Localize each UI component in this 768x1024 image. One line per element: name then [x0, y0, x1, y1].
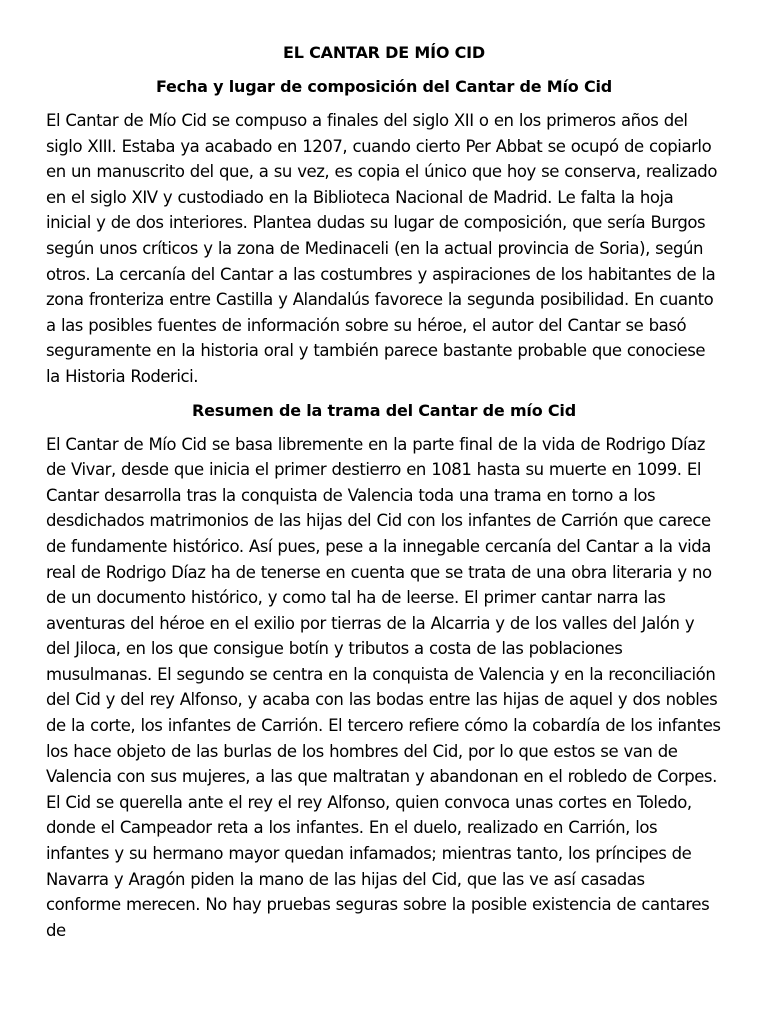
document-page: [46, 40, 722, 951]
document-title: EL CANTAR DE MÍO CID: [283, 43, 485, 62]
paragraph-resumen-trama: El Cantar de Mío Cid se basa libremente en la parte final de la vida de Rodrigo Díaz de Vivar, desde que inicia el primer destierro en 1081 hasta su muerte en 1099. El Cantar desarrolla tras la conquista de Valencia toda una trama en torno a los desdichados matrimonios de las hijas del Cid con los infantes de Carrión que carece de fundamente histórico. Así pues, pese a la innegable cercanía del Cantar a la vida real de Rodrigo Díaz ha de tenerse en cuenta que se trata de una obra literaria y no de un documento histórico, y como tal ha de leerse. El primer cantar narra las aventuras del héroe en el exilio por tierras de la Alcarria y de los valles del Jalón y del Jiloca, en los que consigue botín y tributos a costa de las poblaciones musulmanas. El segundo se centra en la conquista de Valencia y en la reconciliación del Cid y del rey Alfonso, y acaba con las bodas entre las hijas de aquel y dos nobles de la corte, los infantes de Carrión. El tercero refiere cómo la cobardía de los infantes los hace objeto de las burlas de los hombres del Cid, por lo que estos se van de Valencia con sus mujeres, a las que maltratan y abandonan en el robledo de Corpes. El Cid se querella ante el rey el rey Alfonso, quien convoca unas cortes en Toledo, donde el Campeador reta a los infantes. En el duelo, realizado en Carrión, los infantes y su hermano mayor quedan infamados; mientras tanto, los príncipes de Navarra y Aragón piden la mano de las hijas del Cid, que las ve así casadas conforme merecen. No hay pruebas seguras sobre la posible existencia de cantares de: [46, 434, 721, 940]
section-heading-fecha-lugar: Fecha y lugar de composición del Cantar de Mío Cid: [155, 77, 613, 96]
paragraph-fecha-lugar: El Cantar de Mío Cid se compuso a finales del siglo XII o en los primeros años del siglo XIII. Estaba ya acabado en 1207, cuando cierto Per Abbat se ocupó de copiarlo en un manuscrito del que, a su vez, es copia el único que hoy se conserva, realizado en el siglo XIV y custodiado en la Biblioteca Nacional de Madrid. Le falta la hoja inicial y de dos interiores. Plantea dudas su lugar de composición, que sería Burgos según unos críticos y la zona de Medinaceli (en la actual provincia de Soria), según otros. La cercanía del Cantar a las costumbres y aspiraciones de los habitantes de la zona fronteriza entre Castilla y Alandalús favorece la segunda posibilidad. En cuanto a las posibles fuentes de información sobre su héroe, el autor del Cantar se basó seguramente en la historia oral y también parece bastante probable que conociese la Historia Roderici.: [46, 111, 717, 386]
section-heading-resumen-trama: Resumen de la trama del Cantar de mío Cid: [192, 400, 576, 420]
